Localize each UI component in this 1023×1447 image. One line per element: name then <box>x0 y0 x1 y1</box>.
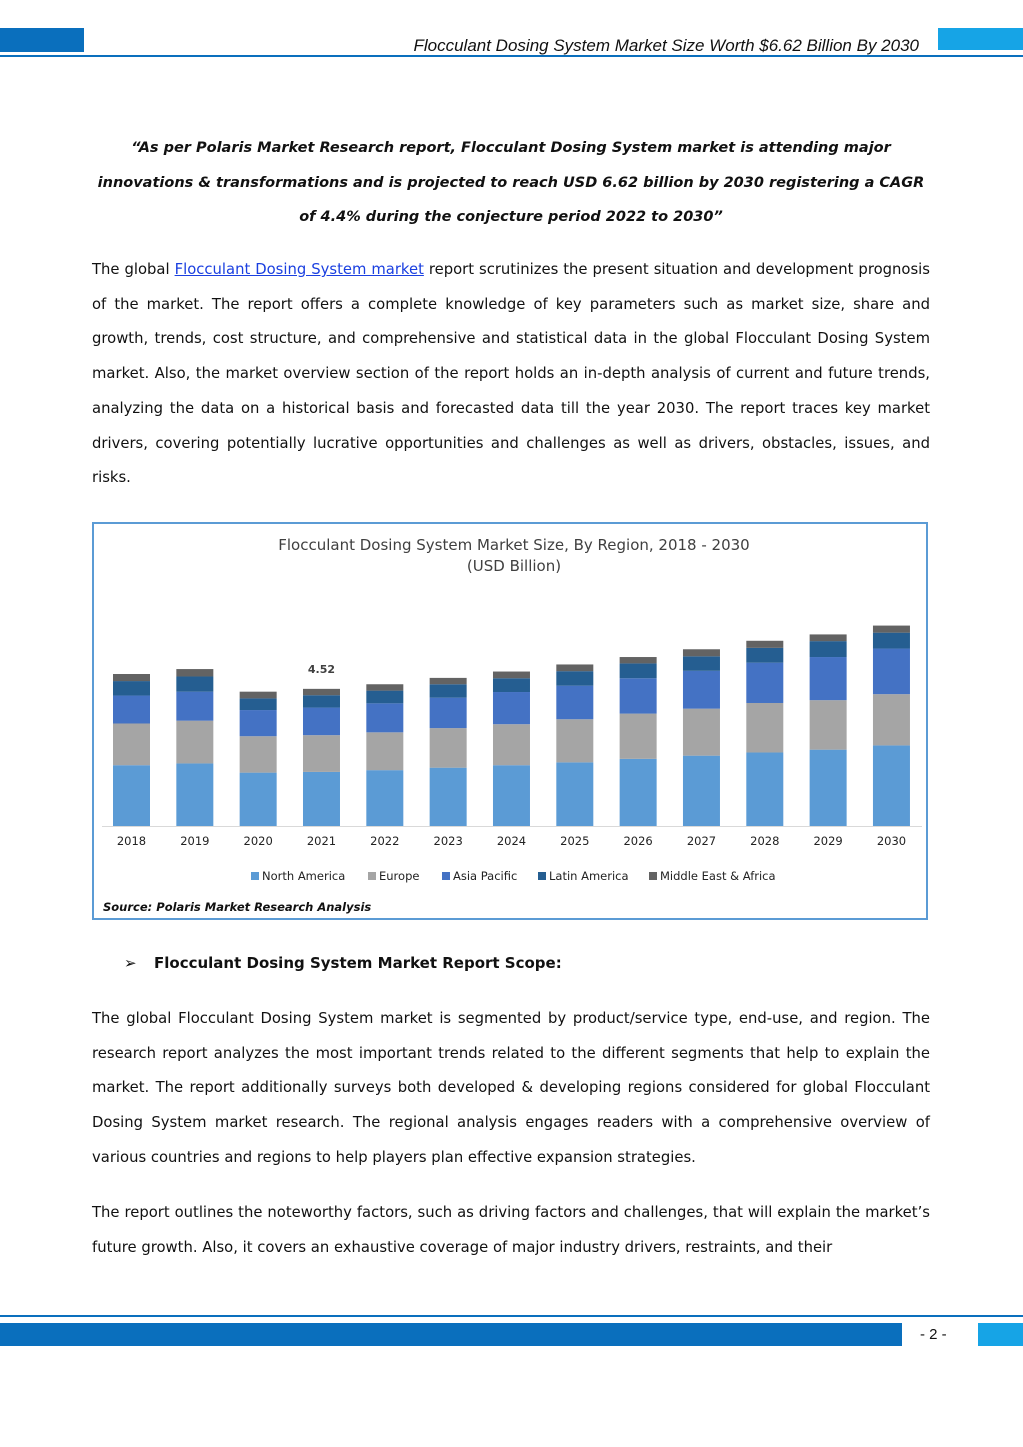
x-tick-label-2030: 2030 <box>876 834 907 848</box>
bar-segment-2025-north-america <box>556 762 593 826</box>
bar-segment-2020-north-america <box>240 773 277 826</box>
legend-swatch-latin-america <box>538 872 546 880</box>
x-tick-label-2021: 2021 <box>306 834 337 848</box>
bar-segment-2022-europe <box>366 732 403 770</box>
x-tick-label-2025: 2025 <box>560 834 590 848</box>
bar-segment-2024-asia-pacific <box>493 692 530 724</box>
bar-segment-2027-europe <box>683 709 720 756</box>
scope-heading <box>124 954 562 972</box>
legend-label-asia-pacific: Asia Pacific <box>453 869 518 883</box>
bar-segment-2025-middle-east-africa <box>556 664 593 671</box>
bar-segment-2025-asia-pacific <box>556 686 593 720</box>
bar-segment-2018-asia-pacific <box>113 696 150 724</box>
bar-segment-2029-latin-america <box>810 641 847 657</box>
bar-segment-2026-latin-america <box>620 663 657 678</box>
footer-rule <box>0 1315 1023 1317</box>
legend-swatch-middle-east-africa <box>649 872 657 880</box>
scope-heading-text: Flocculant Dosing System Market Report Scope: <box>154 954 562 972</box>
x-tick-label-2029: 2029 <box>813 834 843 848</box>
bar-segment-2018-latin-america <box>113 681 150 695</box>
highlight-quote: “As per Polaris Market Research report, Flocculant Dosing System market is attending major innovations & transformations and is projected to reach USD 6.62 billion by 2030 registering a CAGR of 4.4% during the conjecture period 2022 to 2030” <box>97 140 925 225</box>
bar-segment-2024-north-america <box>493 765 530 826</box>
header-title: Flocculant Dosing System Market Size Worth $6.62 Billion By 2030 <box>413 36 919 55</box>
bar-segment-2023-europe <box>430 728 467 768</box>
x-tick-label-2023: 2023 <box>433 834 463 848</box>
chart-subtitle: (USD Billion) <box>466 557 562 575</box>
bar-segment-2018-middle-east-africa <box>113 674 150 681</box>
x-tick-label-2022: 2022 <box>370 834 400 848</box>
bar-segment-2020-europe <box>240 736 277 772</box>
bar-segment-2021-north-america <box>303 772 340 826</box>
bar-segment-2019-europe <box>176 721 213 764</box>
market-size-chart <box>92 522 928 920</box>
x-tick-label-2024: 2024 <box>496 834 527 848</box>
arrow-bullet-icon: ➢ <box>124 954 137 972</box>
bar-segment-2021-asia-pacific <box>303 708 340 736</box>
header-rule <box>0 55 1023 57</box>
bar-segment-2022-north-america <box>366 770 403 826</box>
legend-label-north-america: North America <box>262 869 346 883</box>
bar-segment-2021-latin-america <box>303 695 340 707</box>
footer-accent-right <box>978 1323 1023 1346</box>
page-number: - 2 - <box>920 1326 947 1343</box>
market-link[interactable]: Flocculant Dosing System market <box>174 261 424 278</box>
chart-title: Flocculant Dosing System Market Size, By Region, 2018 - 2030 <box>278 536 750 554</box>
header-accent-left <box>0 28 84 52</box>
legend-swatch-asia-pacific <box>442 872 450 880</box>
legend-label-europe: Europe <box>379 869 420 883</box>
bar-segment-2019-north-america <box>176 763 213 826</box>
bar-segment-2029-north-america <box>810 750 847 826</box>
bar-segment-2028-europe <box>746 703 783 752</box>
x-tick-label-2019: 2019 <box>180 834 210 848</box>
bar-segment-2030-middle-east-africa <box>873 626 910 633</box>
x-tick-label-2020: 2020 <box>243 834 273 848</box>
intro-prefix: The global <box>92 261 175 278</box>
bar-segment-2023-north-america <box>430 768 467 826</box>
bar-segment-2025-europe <box>556 719 593 762</box>
bar-segment-2019-latin-america <box>176 676 213 691</box>
bar-segment-2029-middle-east-africa <box>810 634 847 641</box>
bar-segment-2023-latin-america <box>430 684 467 697</box>
bar-segment-2022-middle-east-africa <box>366 684 403 690</box>
bar-segment-2027-asia-pacific <box>683 671 720 709</box>
legend-swatch-europe <box>368 872 376 880</box>
bar-segment-2029-asia-pacific <box>810 657 847 700</box>
bar-segment-2020-latin-america <box>240 698 277 710</box>
x-tick-label-2028: 2028 <box>750 834 780 848</box>
intro-paragraph <box>92 253 930 496</box>
footer-accent-bar <box>0 1323 902 1346</box>
x-tick-label-2018: 2018 <box>116 834 147 848</box>
bar-segment-2028-north-america <box>746 752 783 826</box>
scope-paragraph-1: The global Flocculant Dosing System market is segmented by product/service type, end-use, and region. The research report analyzes the most important trends related to the different segments that help to explain the market. The report additionally surveys both developed & developing regions considered for global Flocculant Dosing System market research. The regional analysis engages readers with a comprehensive overview of various countries and regions to help players plan effective expansion strategies. <box>92 1010 930 1166</box>
bar-segment-2028-middle-east-africa <box>746 641 783 648</box>
bar-segment-2019-middle-east-africa <box>176 669 213 676</box>
bar-segment-2020-middle-east-africa <box>240 692 277 699</box>
x-tick-label-2026: 2026 <box>623 834 653 848</box>
bar-segment-2024-latin-america <box>493 678 530 692</box>
bar-segment-2023-middle-east-africa <box>430 678 467 684</box>
bar-segment-2026-middle-east-africa <box>620 657 657 663</box>
bar-segment-2022-asia-pacific <box>366 703 403 732</box>
legend-swatch-north-america <box>251 872 259 880</box>
bar-segment-2018-north-america <box>113 765 150 826</box>
bar-segment-2018-europe <box>113 723 150 765</box>
data-label-2021: 4.52 <box>307 662 336 676</box>
bar-segment-2029-europe <box>810 700 847 749</box>
bar-segment-2027-middle-east-africa <box>683 649 720 656</box>
bar-segment-2022-latin-america <box>366 691 403 704</box>
bar-segment-2027-latin-america <box>683 656 720 670</box>
bar-segment-2026-asia-pacific <box>620 678 657 713</box>
intro-suffix: report scrutinizes the present situation and development prognosis of the market. The report offers a complete knowledge of key parameters such as market size, share and growth, trends, cost structure, and comprehensive and statistical data in the global Flocculant Dosing System market. Also, the market overview section of the report holds an in-depth analysis of current and future trends, analyzing the data on a historical basis and forecasted data till the year 2030. The report traces key market drivers, covering potentially lucrative opportunities and challenges as well as drivers, obstacles, issues, and risks. <box>92 261 930 487</box>
bar-segment-2024-middle-east-africa <box>493 672 530 679</box>
bar-segment-2020-asia-pacific <box>240 710 277 736</box>
bar-segment-2028-asia-pacific <box>746 663 783 703</box>
bar-segment-2027-north-america <box>683 756 720 826</box>
chart-canvas <box>94 524 926 918</box>
scope-paragraph-2: The report outlines the noteworthy factors, such as driving factors and challenges, that will explain the market’s future growth. Also, it covers an exhaustive coverage of major industry drivers, restraints, and their <box>92 1204 930 1256</box>
bar-segment-2019-asia-pacific <box>176 692 213 721</box>
bar-segment-2021-europe <box>303 735 340 772</box>
bar-segment-2026-north-america <box>620 759 657 826</box>
bar-segment-2030-latin-america <box>873 633 910 649</box>
bar-segment-2021-middle-east-africa <box>303 689 340 695</box>
header-accent-right <box>938 28 1023 50</box>
bar-segment-2024-europe <box>493 724 530 765</box>
bar-segment-2025-latin-america <box>556 671 593 685</box>
bar-segment-2030-europe <box>873 694 910 745</box>
bar-segment-2023-asia-pacific <box>430 698 467 728</box>
legend-label-latin-america: Latin America <box>549 869 629 883</box>
chart-source: Source: Polaris Market Research Analysis <box>103 900 372 914</box>
legend-label-middle-east-africa: Middle East & Africa <box>660 869 776 883</box>
x-tick-label-2027: 2027 <box>686 834 717 848</box>
bar-segment-2028-latin-america <box>746 648 783 663</box>
bar-segment-2030-north-america <box>873 745 910 826</box>
bar-segment-2030-asia-pacific <box>873 649 910 695</box>
bar-segment-2026-europe <box>620 714 657 759</box>
